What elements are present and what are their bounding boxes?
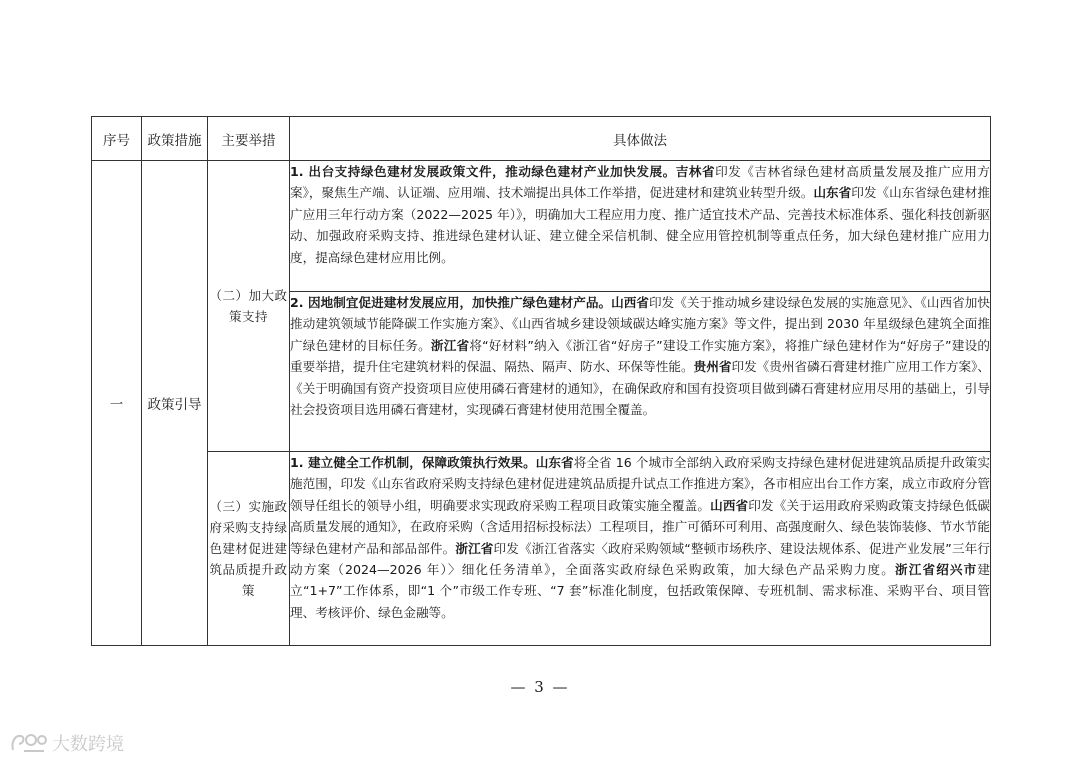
- table-row: [92, 161, 991, 292]
- table-header-row: [92, 117, 991, 161]
- detail-text: 印发《关于运用政府采购政策支持绿色低碳高质量发展的通知》，在政府采购（含适用招标投标法）工程项目，推广可循环可利用、高强度耐久、绿色装饰装修、节水节能等绿色建材产品和部品部件。: [290, 497, 991, 556]
- watermark: [10, 730, 124, 756]
- header-detail: 具体做法: [290, 117, 991, 161]
- detail-text: 印发《吉林省绿色建材高质量发展及推广应用方案》，聚焦生产端、认证端、应用端、技术端提出具体工作举措，促进建材和建筑业转型升级。: [290, 164, 991, 201]
- table-row: [92, 452, 991, 646]
- detail-text: 印发《山东省绿色建材推广应用三年行动方案（2022—2025 年）》，明确加大工程应用力度、推广适宜技术产品、完善技术标准体系、强化科技创新驱动、加强政府采购支持、推进绿色建材认证、建立健全采信机制、健全应用管控机制等重点任务，加大绿色建材推广应用力度，提高绿色建材应用比例。: [290, 185, 991, 265]
- detail-region: 浙江省: [430, 337, 470, 353]
- detail-region: 山东省: [813, 185, 852, 201]
- header-main: 主要举措: [208, 117, 290, 161]
- detail-text: 印发《贵州省磷石膏建材推广应用工作方案》、《关于明确国有资产投资项目应使用磷石膏建材的通知》，在确保政府和国有投资项目做到磷石膏建材应用尽用的基础上，引导社会投资项目选用磷石膏建材，实现磷石膏建材使用范围全覆盖。: [290, 359, 991, 418]
- detail-text: 印发《关于推动城乡建设绿色发展的实施意见》、《山西省加快推动建筑领域节能降碳工作实施方案》、《山西省城乡建设领域碳达峰实施方案》等文件，提出到 2030 年星级绿色建筑全面推广绿色建材的目标任务。: [290, 295, 990, 353]
- header-seq: 序号: [92, 117, 142, 161]
- detail-cell: [290, 452, 991, 646]
- detail-text: 印发《浙江省落实〈政府采购领域“整顿市场秩序、建设法规体系、促进产业发展”三年行动方案（2024—2026 年）〉细化任务清单》，全面落实政府绿色采购政策，加大绿色产品采购力度。: [290, 540, 990, 578]
- detail-region: 浙江省绍兴市: [894, 562, 978, 578]
- detail-cell: [290, 292, 991, 452]
- detail-lead: 1. 建立健全工作机制，保障政策执行效果。: [290, 455, 536, 470]
- detail-lead: 1. 出台支持绿色建材发展政策文件，推动绿色建材产业加快发展。: [290, 164, 676, 179]
- detail-region: 贵州省: [693, 359, 732, 375]
- group-seq-cell: 一: [92, 161, 142, 646]
- detail-lead: 2. 因地制宜促进建材发展应用，加快推广绿色建材产品。: [290, 295, 612, 310]
- detail-region: 吉林省: [675, 164, 716, 179]
- subgroup-label-cell: （三）实施政府采购支持绿色建材促进建筑品质提升政策: [208, 452, 290, 646]
- page-number: — 3 —: [510, 678, 570, 696]
- detail-text: 建立“1+7”工作体系，即“1 个”市级工作专班、“7 套”标准化制度，包括政策保障、专班机制、需求标准、采购平台、项目管理、考核评价、绿色金融等。: [290, 562, 990, 620]
- header-measure: 政策措施: [142, 117, 208, 161]
- watermark-logo-icon: [10, 732, 48, 754]
- detail-text: 将“好材料”纳入《浙江省“好房子”建设工作实施方案》，将推广绿色建材作为“好房子”建设的重要举措，提升住宅建筑材料的保温、隔热、隔声、防水、环保等性能。: [290, 337, 991, 375]
- group-measure-cell: 政策引导: [142, 161, 208, 646]
- detail-region: 山西省: [611, 295, 649, 310]
- detail-region: 山东省: [535, 455, 574, 470]
- detail-region: 浙江省: [455, 540, 494, 556]
- subgroup-label-cell: （二）加大政策支持: [208, 161, 290, 452]
- detail-text: 将全省 16 个城市全部纳入政府采购支持绿色建材促进建筑品质提升政策实施范围，印发《山东省政府采购支持绿色建材促进建筑品质提升试点工作推进方案》，各市相应出台工作方案，成立市政府分管领导任组长的领导小组，明确要求实现政府采购工程项目政策实施全覆盖。: [290, 455, 991, 513]
- policy-table: [91, 116, 991, 646]
- detail-cell: [290, 161, 991, 292]
- watermark-text: 大数跨境: [52, 734, 124, 755]
- detail-region: 山西省: [710, 497, 749, 513]
